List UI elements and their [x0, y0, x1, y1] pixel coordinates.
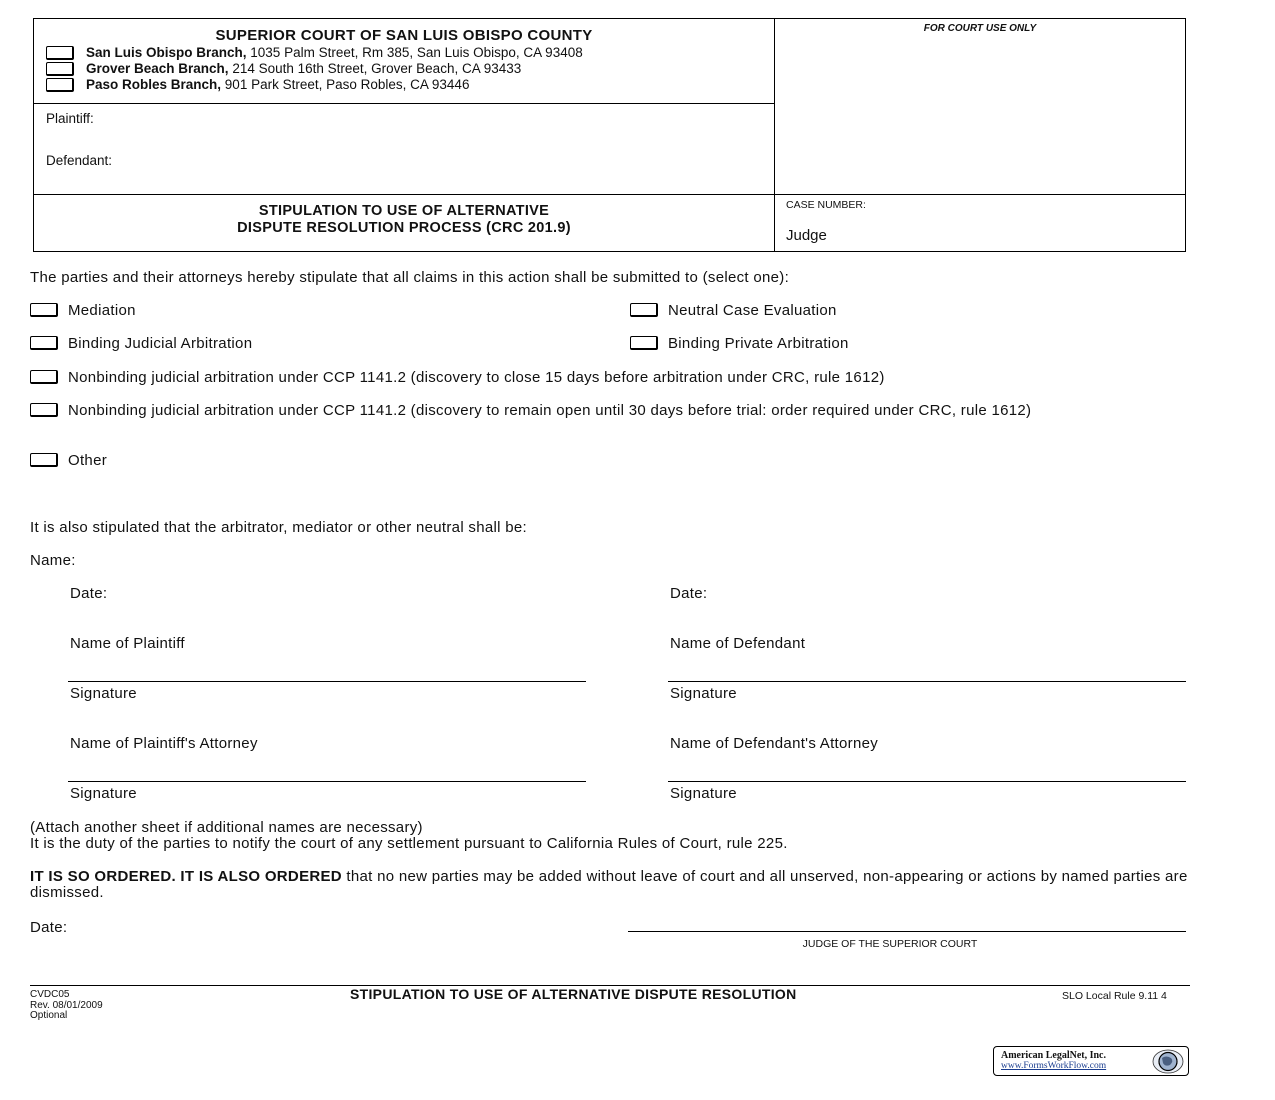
option-nonbinding-30	[30, 402, 1160, 419]
neutral-name-label: Name:	[30, 552, 76, 569]
plaintiff-label: Plaintiff:	[46, 111, 94, 126]
form-title-line1: STIPULATION TO USE OF ALTERNATIVE	[258, 203, 550, 219]
branch-san-luis-obispo	[46, 45, 583, 60]
defendant-signature-line[interactable]	[668, 681, 1186, 682]
nonbinding-15-checkbox[interactable]	[30, 370, 58, 384]
branch-address: 901 Park Street, Paso Robles, CA 93446	[221, 77, 470, 92]
branch-address: 1035 Palm Street, Rm 385, San Luis Obispo, CA 93408	[246, 45, 583, 60]
option-label: Mediation	[68, 302, 136, 319]
option-neutral-case-evaluation	[630, 302, 837, 319]
defendant-date-label: Date:	[670, 585, 708, 602]
defendant-label: Defendant:	[46, 153, 113, 168]
footer-title: STIPULATION TO USE OF ALTERNATIVE DISPUTE RESOLUTION	[350, 986, 797, 1002]
local-rule: SLO Local Rule 9.11 4	[1062, 990, 1167, 1002]
branch-grover-beach	[46, 61, 521, 76]
branch-paso-robles	[46, 77, 469, 92]
plaintiff-attorney-signature-line[interactable]	[68, 781, 586, 782]
logo-name: American LegalNet, Inc.	[1001, 1050, 1106, 1061]
form-optional: Optional	[30, 1010, 68, 1021]
settlement-duty-note: It is the duty of the parties to notify the court of any settlement pursuant to California Rules of Court, rule 225.	[30, 835, 788, 852]
option-binding-judicial	[30, 335, 252, 352]
mediation-checkbox[interactable]	[30, 303, 58, 317]
name-of-plaintiff-label: Name of Plaintiff	[70, 635, 185, 652]
form-code: CVDC05	[30, 989, 70, 1000]
option-label: Binding Judicial Arbitration	[68, 335, 253, 352]
defendant-signature-label: Signature	[670, 685, 737, 702]
binding-judicial-checkbox[interactable]	[30, 336, 58, 350]
branch-name: Paso Robles Branch,	[86, 77, 222, 92]
name-of-plaintiff-attorney-label: Name of Plaintiff's Attorney	[70, 735, 258, 752]
court-order-text	[30, 869, 1190, 901]
order-date-label: Date:	[30, 919, 68, 936]
stipulation-intro: The parties and their attorneys hereby stipulate that all claims in this action shall be submitted to (select one):	[30, 269, 790, 286]
option-label: Nonbinding judicial arbitration under CCP 1141.2 (discovery to close 15 days before arbitration under CRC, rule 1612)	[68, 369, 885, 386]
caption-divider-parties	[34, 103, 774, 104]
binding-private-checkbox[interactable]	[630, 336, 658, 350]
caption-box	[33, 18, 1186, 252]
plaintiff-signature-line[interactable]	[68, 681, 586, 682]
neutral-statement: It is also stipulated that the arbitrator, mediator or other neutral shall be:	[30, 519, 527, 536]
option-binding-private	[630, 335, 849, 352]
branch-checkbox-grover[interactable]	[46, 62, 74, 76]
branch-name: Grover Beach Branch,	[86, 61, 229, 76]
case-number-label: CASE NUMBER:	[786, 199, 866, 211]
branch-name: San Luis Obispo Branch,	[86, 45, 247, 60]
globe-icon	[1152, 1049, 1184, 1074]
attach-note: (Attach another sheet if additional names are necessary)	[30, 819, 423, 836]
defendant-attorney-signature-line[interactable]	[668, 781, 1186, 782]
neutral-case-evaluation-checkbox[interactable]	[630, 303, 658, 317]
branch-checkbox-paso[interactable]	[46, 78, 74, 92]
option-nonbinding-15	[30, 369, 885, 386]
option-mediation	[30, 302, 136, 319]
branch-address: 214 South 16th Street, Grover Beach, CA 93433	[228, 61, 522, 76]
branch-checkbox-slo[interactable]	[46, 46, 74, 60]
court-order-bold: IT IS SO ORDERED. IT IS ALSO ORDERED	[30, 868, 342, 885]
judge-label: Judge	[786, 227, 827, 244]
other-checkbox[interactable]	[30, 453, 58, 467]
option-other	[30, 452, 107, 469]
caption-divider-title	[34, 194, 1186, 195]
court-use-label: FOR COURT USE ONLY	[923, 23, 1037, 34]
judge-signature-label: JUDGE OF THE SUPERIOR COURT	[802, 938, 978, 950]
caption-divider-vertical	[774, 19, 775, 251]
defendant-attorney-signature-label: Signature	[670, 785, 737, 802]
court-title: SUPERIOR COURT OF SAN LUIS OBISPO COUNTY	[215, 27, 593, 44]
nonbinding-30-checkbox[interactable]	[30, 403, 58, 417]
plaintiff-date-label: Date:	[70, 585, 108, 602]
name-of-defendant-label: Name of Defendant	[670, 635, 806, 652]
judge-signature-line[interactable]	[628, 931, 1186, 932]
plaintiff-attorney-signature-label: Signature	[70, 785, 137, 802]
option-label: Nonbinding judicial arbitration under CCP 1141.2 (discovery to remain open until 30 days before trial: order required under CRC, rule 1612)	[68, 402, 1032, 419]
plaintiff-signature-label: Signature	[70, 685, 137, 702]
option-label: Neutral Case Evaluation	[668, 302, 837, 319]
logo-url[interactable]: www.FormsWorkFlow.com	[1001, 1061, 1107, 1071]
option-label: Binding Private Arbitration	[668, 335, 849, 352]
form-code-block	[30, 990, 103, 1022]
court-order-rest: that no new parties may be added without leave of court and all unserved, non-appearing or actions by named parties are dismissed.	[30, 868, 1188, 901]
form-revision: Rev. 08/01/2009	[30, 999, 103, 1011]
name-of-defendant-attorney-label: Name of Defendant's Attorney	[670, 735, 879, 752]
option-label: Other	[68, 452, 108, 469]
form-title-line2: DISPUTE RESOLUTION PROCESS (CRC 201.9)	[237, 220, 571, 236]
form-title	[34, 203, 774, 237]
american-legalnet-logo[interactable]	[993, 1046, 1189, 1076]
